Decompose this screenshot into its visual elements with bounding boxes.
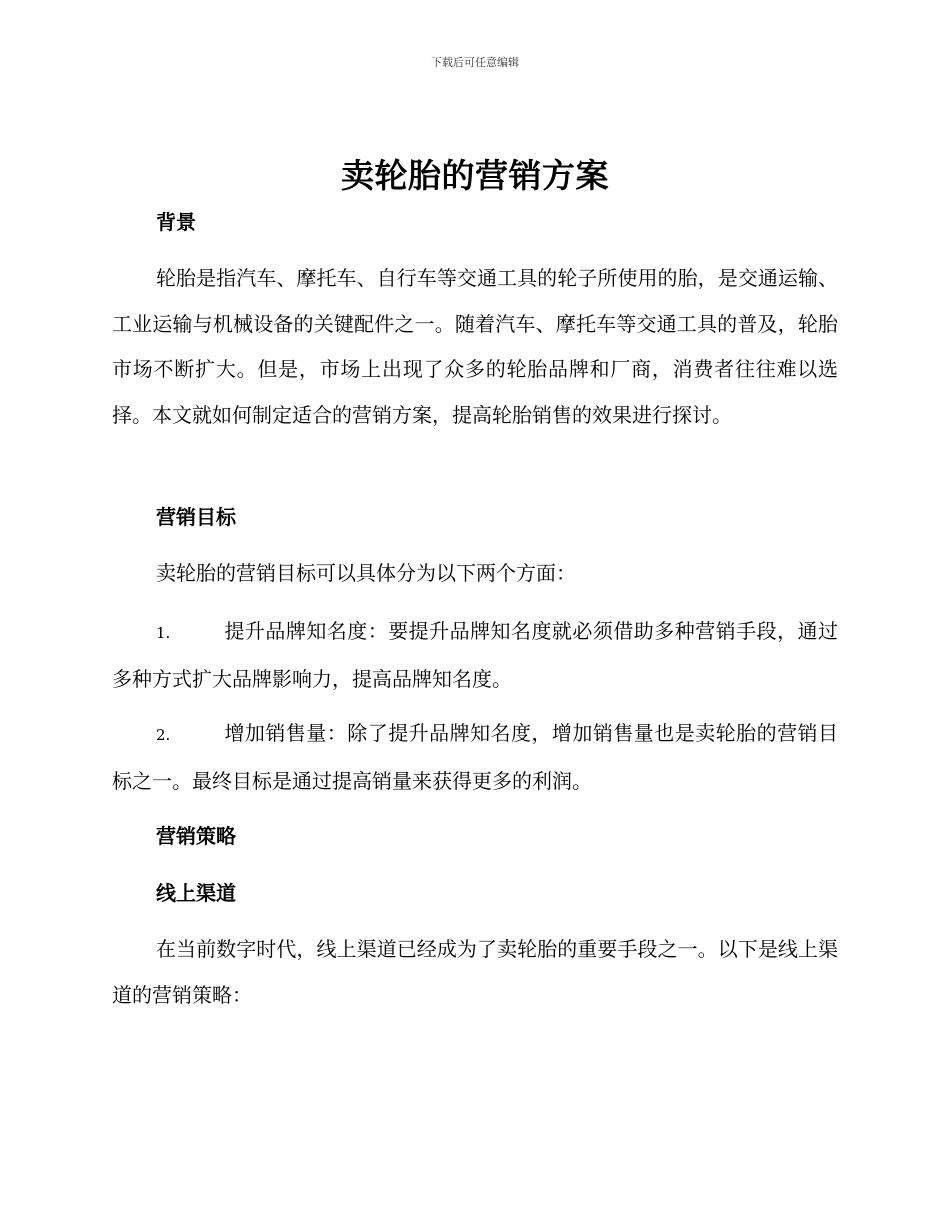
list-number: 2.: [156, 726, 171, 744]
section-heading-strategy: 营销策略: [156, 824, 236, 848]
paragraph-background: 轮胎是指汽车、摩托车、自行车等交通工具的轮子所使用的胎，是交通运输、工业运输与机械设备的关键配件之一。随着汽车、摩托车等交通工具的普及，轮胎市场不断扩大。但是，市场上出现了众多的轮胎品牌和厂商，消费者往往难以选择。本文就如何制定适合的营销方案，提高轮胎销售的效果进行探讨。: [112, 266, 838, 427]
list-item-text: 增加销售量：除了提升品牌知名度，增加销售量也是卖轮胎的营销目标之一。最终目标是通过提高销量来获得更多的利润。: [112, 721, 838, 793]
list-number: 1.: [156, 624, 171, 642]
paragraph-goals-intro: 卖轮胎的营销目标可以具体分为以下两个方面：: [156, 561, 576, 585]
list-item-goal-2: [112, 711, 838, 804]
subsection-heading-online: 线上渠道: [156, 881, 236, 905]
document-title: 卖轮胎的营销方案: [341, 156, 609, 195]
list-item-text: 提升品牌知名度：要提升品牌知名度就必须借助多种营销手段，通过多种方式扩大品牌影响力，提高品牌知名度。: [112, 619, 838, 691]
section-heading-goals: 营销目标: [156, 505, 236, 529]
paragraph-online: 在当前数字时代，线上渠道已经成为了卖轮胎的重要手段之一。以下是线上渠道的营销策略：: [112, 937, 838, 1007]
list-item-goal-1: [112, 609, 838, 702]
section-heading-background: 背景: [156, 210, 196, 234]
page-header-note: 下载后可任意编辑: [431, 56, 519, 69]
